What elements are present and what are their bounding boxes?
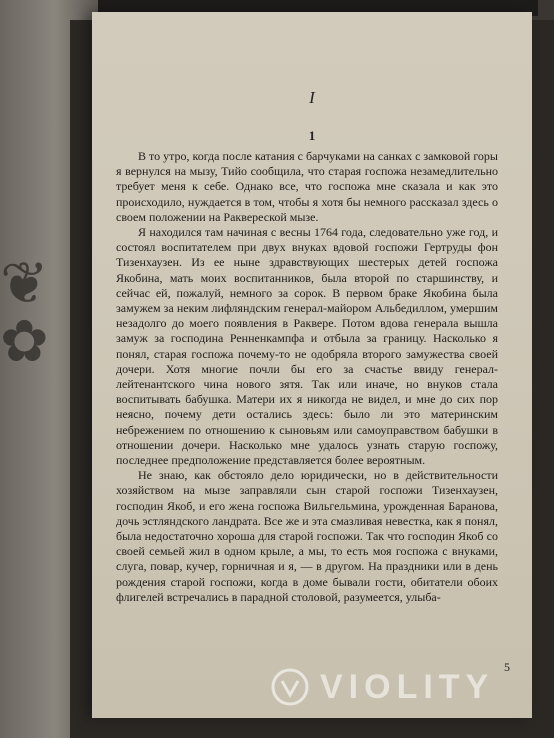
body-text [116, 149, 498, 605]
paragraph: В то утро, когда после катания с барчуками на санках с замковой горы я вернулся на мызу, Тийо сообщила, что старая госпожа незамедлительно требует меня к себе. Однако все, что госпожа мне сказала и как это происходило, нуждается в том, чтобы я хотя бы немного рассказал здесь о своем положении на Раквереской мызе. [116, 149, 498, 224]
section-number: 1 [308, 128, 316, 143]
paragraph: Я находился там начиная с весны 1764 года, следовательно уже год, и состоял воспитателем при двух внуках вдовой госпожи Гертруды фон Тизенхаузен. Из ее ныне здравствующих шестерых детей госпожа Якобина, мать моих воспитанников, была второй по старшинству, и сейчас ей, пожалуй, немного за сорок. В первом браке Якобина была замужем за неким лифляндским генерал-майором Альбедиллом, умершим незадолго до моего появления в Раквере. Потом вдова генерала вышла замуж за господина Ренненкампфа и отбыла за границу. Насколько я понял, старая госпожа почему-то не одобряла второго замужества своей дочери. Хотя многие почли бы его за счастье ввиду генерал-лейтенантского чина нового зятя. Так или иначе, но внуков стала воспитывать бабушка. Матери их я никогда не видел, и мне до сих пор неясно, почему дети остались здесь: было ли это материнским небрежением по отношению к сыновьям или самоуправством бабушки в отношении дочери. Насколько мне удалось узнать старую госпожу, последнее предположение представляется более вероятным. [116, 225, 498, 468]
watermark [270, 662, 554, 712]
paragraph: Не знаю, как обстояло дело юридически, но в действительности хозяйством на мызе заправляли сын старой госпожи Тизенхаузен, господин Якоб, и его жена госпожа Вильгельмина, урожденная Баранова, дочь эстляндского ландрата. Все же и эта смазливая невестка, как я понял, была недостаточно хороша для старой госпожи. Так что господин Якоб со своей семьей жил в одном крыле, а мы, то есть моя госпожа с внуками, слуга, повар, кучер, горничная и я, — в другом. На праздники или в день рождения старой госпожи, когда в доме бывали гости, обитатели обоих флигелей встречались в парадной столовой, разумеется, улыба- [116, 468, 498, 604]
violity-logo-icon [270, 667, 310, 707]
page-number: 5 [504, 660, 510, 674]
ornament-icon: ❦ ✿ [0, 251, 49, 374]
chapter-number: I [309, 88, 315, 107]
book-page [92, 12, 532, 718]
watermark-text: VIOLITY [320, 667, 495, 706]
